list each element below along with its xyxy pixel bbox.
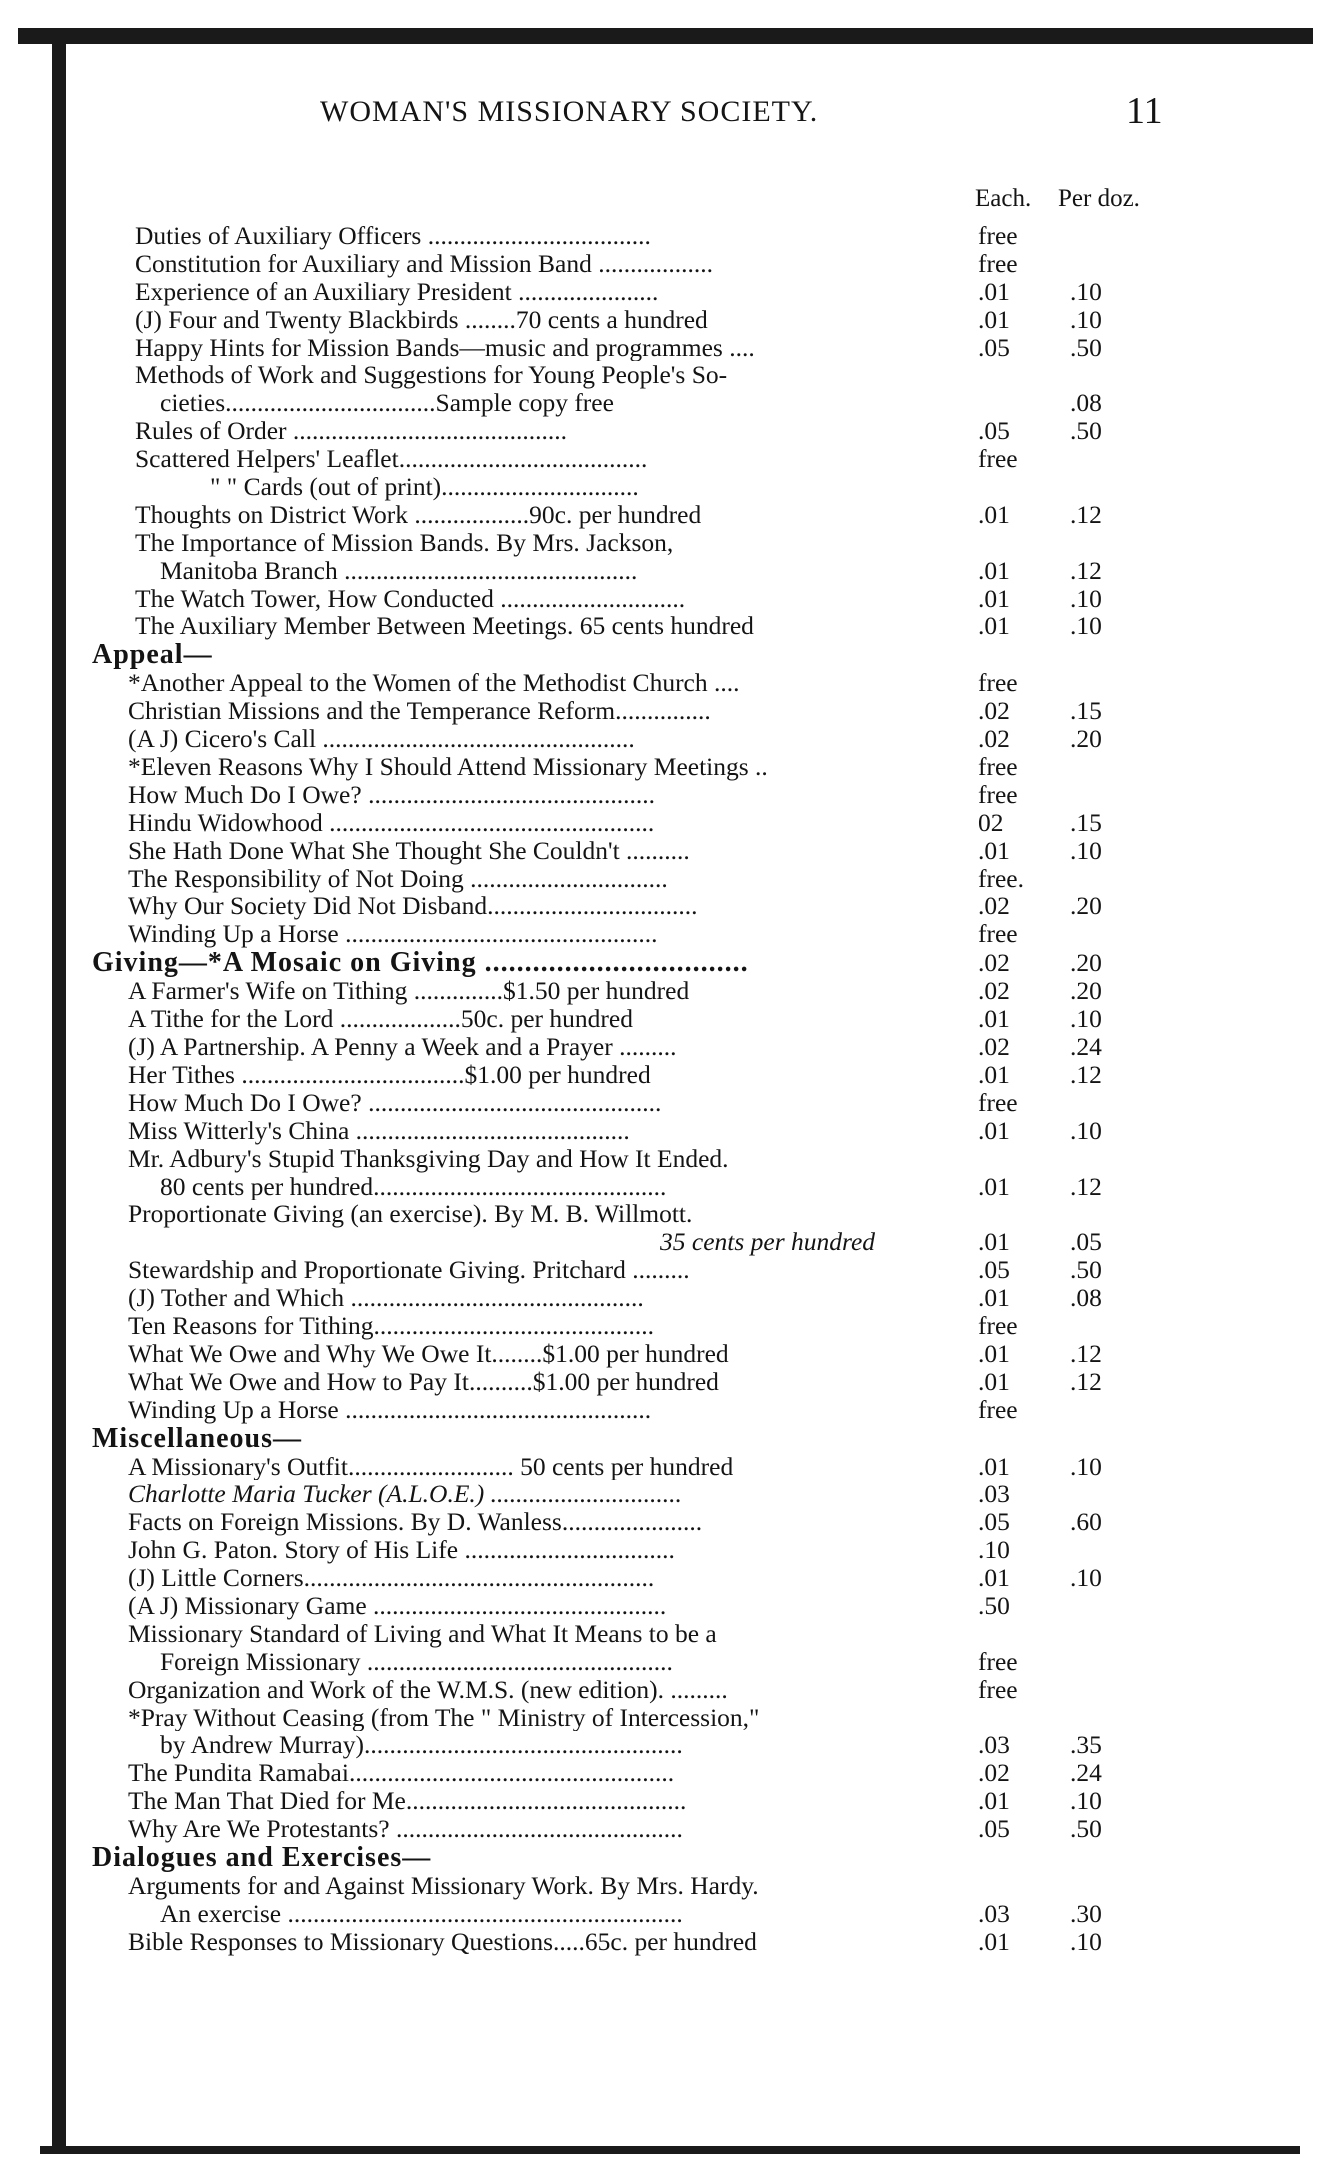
price-per-doz: .10 xyxy=(1070,1115,1102,1145)
item-title: A Farmer's Wife on Tithing ..............$1.50 per hundred xyxy=(128,977,690,1006)
price-per-doz: .12 xyxy=(1070,1338,1102,1368)
bottom-border-rule xyxy=(40,2146,1300,2154)
item-title: Experience of an Auxiliary President ...................... xyxy=(135,277,659,306)
price-each: .02 xyxy=(978,976,1010,1006)
price-per-doz: .20 xyxy=(1070,976,1102,1006)
price-per-doz: .50 xyxy=(1070,416,1102,446)
item-title: Scattered Helpers' Leaflet....................................... xyxy=(135,445,648,474)
price-list xyxy=(0,222,1327,1956)
price-per-doz: .50 xyxy=(1070,1255,1102,1285)
item-title: Facts on Foreign Missions. By D. Wanless...................... xyxy=(128,1508,703,1537)
item-title: Why Our Society Did Not Disband................................. xyxy=(128,892,698,921)
item-title: John G. Paton. Story of His Life ................................. xyxy=(128,1536,675,1565)
item-title: The Importance of Mission Bands. By Mrs. Jackson, xyxy=(135,528,674,557)
item-title: Rules of Order ........................................... xyxy=(135,417,568,446)
item-title: Bible Responses to Missionary Questions.....65c. per hundred xyxy=(128,1927,757,1956)
price-each: .02 xyxy=(978,696,1010,726)
item-title: *Eleven Reasons Why I Should Attend Missionary Meetings .. xyxy=(128,753,768,781)
item-title: The Pundita Ramabai................................................... xyxy=(128,1759,675,1788)
item-title: What We Owe and How to Pay It..........$1.00 per hundred xyxy=(128,1367,719,1396)
list-item xyxy=(0,1815,1327,1843)
list-item xyxy=(0,585,1327,613)
list-item xyxy=(0,250,1327,278)
list-item xyxy=(0,1089,1327,1117)
item-title: What We Owe and Why We Owe It........$1.00 per hundred xyxy=(128,1339,729,1368)
item-title: A Tithe for the Lord ...................50c. per hundred xyxy=(128,1005,633,1034)
list-item xyxy=(0,865,1327,893)
price-each: .02 xyxy=(978,1758,1010,1788)
list-item xyxy=(0,557,1327,585)
price-per-doz: .10 xyxy=(1070,1786,1102,1816)
list-item xyxy=(0,1787,1327,1815)
item-title: Constitution for Auxiliary and Mission Band .................. xyxy=(135,249,713,278)
price-per-doz: .50 xyxy=(1070,332,1102,362)
price-per-doz: .24 xyxy=(1070,1032,1102,1062)
price-each: .01 xyxy=(978,611,1010,641)
list-item xyxy=(0,1145,1327,1173)
list-item xyxy=(0,781,1327,809)
list-item xyxy=(0,725,1327,753)
price-each: .01 xyxy=(978,1004,1010,1034)
list-item xyxy=(0,1033,1327,1061)
item-title: Methods of Work and Suggestions for Young People's So- xyxy=(135,361,728,390)
item-title: Foreign Missionary ................................................ xyxy=(160,1647,673,1676)
section-heading xyxy=(0,1843,1327,1872)
price-each: free xyxy=(978,919,1018,949)
price-per-doz: .10 xyxy=(1070,276,1102,306)
price-each: 02 xyxy=(978,807,1004,837)
list-item xyxy=(0,1256,1327,1284)
price-per-doz: .05 xyxy=(1070,1227,1102,1257)
list-item xyxy=(0,1759,1327,1787)
item-title: Why Are We Protestants? ............................................. xyxy=(128,1815,683,1843)
price-each: free xyxy=(978,1394,1018,1424)
item-title: (J) Four and Twenty Blackbirds ........70 cents a hundred xyxy=(135,305,708,334)
list-item xyxy=(0,473,1327,501)
list-item xyxy=(0,1453,1327,1481)
item-title: Miss Witterly's China ........................................... xyxy=(128,1116,630,1145)
price-each: .01 xyxy=(978,499,1010,529)
price-each: .01 xyxy=(978,1451,1010,1481)
list-item xyxy=(0,1061,1327,1089)
price-each: free xyxy=(978,1646,1018,1676)
price-each: .01 xyxy=(978,583,1010,613)
section-heading-text: Dialogues and Exercises— xyxy=(92,1841,432,1873)
item-title: The Auxiliary Member Between Meetings. 65 cents hundred xyxy=(135,612,754,641)
item-title: (A J) Cicero's Call ................................................. xyxy=(128,725,635,754)
price-per-doz: .12 xyxy=(1070,1366,1102,1396)
item-title: Missionary Standard of Living and What It Means to be a xyxy=(128,1619,717,1648)
price-each: .05 xyxy=(978,1814,1010,1844)
running-head xyxy=(0,90,1327,145)
price-per-doz: .12 xyxy=(1070,1059,1102,1089)
column-header-per-doz: Per doz. xyxy=(1058,185,1140,212)
price-each: free xyxy=(978,668,1018,698)
list-item xyxy=(0,222,1327,250)
list-item xyxy=(0,1900,1327,1928)
item-title: How Much Do I Owe? ............................................. xyxy=(128,780,655,809)
price-per-doz: .08 xyxy=(1070,388,1102,418)
price-per-doz: .12 xyxy=(1070,555,1102,585)
price-each: .01 xyxy=(978,276,1010,306)
list-item xyxy=(0,1368,1327,1396)
item-title: Hindu Widowhood ................................................... xyxy=(128,808,655,837)
list-item xyxy=(0,1620,1327,1648)
item-title: She Hath Done What She Thought She Couldn't .......... xyxy=(128,836,690,865)
list-item xyxy=(0,1312,1327,1340)
list-item xyxy=(0,1480,1327,1508)
list-item xyxy=(0,612,1327,640)
item-title: Duties of Auxiliary Officers ................................... xyxy=(135,222,651,250)
item-title: An exercise .............................................................. xyxy=(160,1899,683,1928)
item-title: (J) Little Corners....................................................... xyxy=(128,1564,655,1592)
item-title: (J) Tother and Which .............................................. xyxy=(128,1284,644,1312)
price-per-doz: .10 xyxy=(1070,611,1102,641)
list-item xyxy=(0,1173,1327,1201)
page-number: 11 xyxy=(1126,90,1163,132)
item-title: Happy Hints for Mission Bands—music and programmes .... xyxy=(135,333,755,362)
item-title: Proportionate Giving (an exercise). By M. B. Willmott. xyxy=(128,1200,693,1229)
list-item xyxy=(0,1592,1327,1620)
price-each: .01 xyxy=(978,835,1010,865)
price-each: .03 xyxy=(978,1479,1010,1509)
top-border-rule xyxy=(18,28,1313,44)
item-title: Thoughts on District Work ..................90c. per hundred xyxy=(135,500,702,529)
price-each: .01 xyxy=(978,1059,1010,1089)
item-title: The Responsibility of Not Doing ............................... xyxy=(128,864,668,893)
item-title: 80 cents per hundred.............................................. xyxy=(160,1172,667,1201)
item-title: A Missionary's Outfit.......................... 50 cents per hundred xyxy=(128,1452,734,1481)
list-item xyxy=(0,389,1327,417)
price-each: .10 xyxy=(978,1535,1010,1565)
price-each: .02 xyxy=(978,724,1010,754)
list-item xyxy=(0,837,1327,865)
price-each: free xyxy=(978,221,1018,250)
price-each: .01 xyxy=(978,1926,1010,1956)
list-item xyxy=(0,1005,1327,1033)
price-per-doz: .10 xyxy=(1070,1004,1102,1034)
price-per-doz: .10 xyxy=(1070,1451,1102,1481)
list-item xyxy=(0,809,1327,837)
item-title: Winding Up a Horse ................................................ xyxy=(128,1395,652,1424)
price-each: .03 xyxy=(978,1898,1010,1928)
item-title: *Another Appeal to the Women of the Methodist Church .... xyxy=(128,669,740,698)
price-per-doz: .20 xyxy=(1070,891,1102,921)
price-each: .01 xyxy=(978,1338,1010,1368)
list-item xyxy=(0,1536,1327,1564)
list-item xyxy=(0,1396,1327,1424)
price-each: free xyxy=(978,1087,1018,1117)
price-each: .01 xyxy=(978,1786,1010,1816)
section-heading xyxy=(0,948,1327,977)
list-item xyxy=(0,1872,1327,1900)
price-each: free xyxy=(978,248,1018,278)
item-title: Stewardship and Proportionate Giving. Pritchard ......... xyxy=(128,1256,690,1285)
price-per-doz: .24 xyxy=(1070,1758,1102,1788)
section-heading-text: Appeal— xyxy=(92,639,213,671)
item-title: (J) A Partnership. A Penny a Week and a Prayer ......... xyxy=(128,1033,677,1061)
price-each: .05 xyxy=(978,1255,1010,1285)
section-heading xyxy=(0,640,1327,669)
price-each: free xyxy=(978,1674,1018,1704)
item-title: 35 cents per hundred xyxy=(660,1228,876,1257)
price-each: .01 xyxy=(978,555,1010,585)
price-each: .01 xyxy=(978,1563,1010,1593)
item-title: Charlotte Maria Tucker (A.L.O.E.) .............................. xyxy=(128,1480,682,1509)
list-item xyxy=(0,445,1327,473)
price-per-doz: .35 xyxy=(1070,1730,1102,1760)
item-title: Winding Up a Horse ................................................. xyxy=(128,920,658,949)
list-item xyxy=(0,977,1327,1005)
price-per-doz: .10 xyxy=(1070,835,1102,865)
list-item xyxy=(0,1676,1327,1704)
list-item xyxy=(0,920,1327,948)
item-title: (A J) Missionary Game .............................................. xyxy=(128,1591,667,1620)
price-each: .01 xyxy=(978,1283,1010,1313)
price-each: .01 xyxy=(978,1366,1010,1396)
price-each: .50 xyxy=(978,1590,1010,1620)
list-item xyxy=(0,1117,1327,1145)
price-per-doz: .10 xyxy=(1070,583,1102,613)
price-each: .01 xyxy=(978,1115,1010,1145)
price-per-doz: .30 xyxy=(1070,1898,1102,1928)
section-heading xyxy=(0,1424,1327,1453)
list-item xyxy=(0,753,1327,781)
list-item xyxy=(0,1340,1327,1368)
column-headers xyxy=(0,185,1327,215)
list-item xyxy=(0,278,1327,306)
section-heading-text: Miscellaneous— xyxy=(92,1422,302,1454)
list-item xyxy=(0,669,1327,697)
item-title: The Watch Tower, How Conducted ............................. xyxy=(135,584,686,613)
price-each: .05 xyxy=(978,332,1010,362)
list-item xyxy=(0,501,1327,529)
section-heading-text: Giving—*A Mosaic on Giving ................................. xyxy=(92,947,749,979)
list-item xyxy=(0,1508,1327,1536)
list-item xyxy=(0,892,1327,920)
item-title: Manitoba Branch .............................................. xyxy=(160,556,638,585)
price-each: .03 xyxy=(978,1730,1010,1760)
item-title: Organization and Work of the W.M.S. (new edition). ......... xyxy=(128,1675,728,1704)
list-item xyxy=(0,1928,1327,1956)
item-title: " " Cards (out of print)............................... xyxy=(210,473,639,501)
item-title: The Man That Died for Me............................................ xyxy=(128,1787,687,1816)
price-per-doz: .10 xyxy=(1070,1926,1102,1956)
price-each: free xyxy=(978,1310,1018,1340)
item-title: cieties.................................Sample copy free xyxy=(160,389,614,418)
item-title: Mr. Adbury's Stupid Thanksgiving Day and How It Ended. xyxy=(128,1144,729,1173)
list-item xyxy=(0,1284,1327,1312)
price-per-doz: .08 xyxy=(1070,1283,1102,1313)
list-item xyxy=(0,1564,1327,1592)
price-per-doz: .12 xyxy=(1070,1171,1102,1201)
page-title: WOMAN'S MISSIONARY SOCIETY. xyxy=(320,95,819,128)
price-per-doz: .15 xyxy=(1070,807,1102,837)
item-title: Her Tithes ...................................$1.00 per hundred xyxy=(128,1060,651,1089)
price-each: .02 xyxy=(978,1032,1010,1062)
price-per-doz: .20 xyxy=(1070,724,1102,754)
item-title: How Much Do I Owe? .............................................. xyxy=(128,1088,662,1117)
item-title: Arguments for and Against Missionary Work. By Mrs. Hardy. xyxy=(128,1871,759,1900)
price-each: free xyxy=(978,752,1018,782)
list-item xyxy=(0,1704,1327,1732)
item-title: *Pray Without Ceasing (from The " Ministry of Intercession," xyxy=(128,1703,760,1732)
price-each: .01 xyxy=(978,304,1010,334)
list-item xyxy=(0,1648,1327,1676)
price-each: free xyxy=(978,444,1018,474)
item-title: by Andrew Murray).................................................. xyxy=(160,1731,683,1760)
price-per-doz: .20 xyxy=(1070,948,1102,978)
price-per-doz: .60 xyxy=(1070,1507,1102,1537)
list-item xyxy=(0,1228,1327,1256)
list-item xyxy=(0,417,1327,445)
list-item xyxy=(0,361,1327,389)
price-each: .01 xyxy=(978,1171,1010,1201)
item-title: Christian Missions and the Temperance Reform............... xyxy=(128,697,711,726)
price-each: .02 xyxy=(978,948,1010,978)
list-item xyxy=(0,529,1327,557)
price-each: free. xyxy=(978,863,1024,893)
item-title: Ten Reasons for Tithing............................................ xyxy=(128,1311,654,1340)
price-per-doz: .50 xyxy=(1070,1814,1102,1844)
list-item xyxy=(0,1731,1327,1759)
list-item xyxy=(0,306,1327,334)
price-each: .02 xyxy=(978,891,1010,921)
list-item xyxy=(0,697,1327,725)
list-item xyxy=(0,1200,1327,1228)
price-each: .05 xyxy=(978,1507,1010,1537)
price-each: free xyxy=(978,779,1018,809)
price-per-doz: .10 xyxy=(1070,1563,1102,1593)
list-item xyxy=(0,334,1327,362)
price-per-doz: .10 xyxy=(1070,304,1102,334)
price-per-doz: .15 xyxy=(1070,696,1102,726)
price-each: .05 xyxy=(978,416,1010,446)
price-per-doz: .12 xyxy=(1070,499,1102,529)
price-each: .01 xyxy=(978,1227,1010,1257)
column-header-each: Each. xyxy=(975,185,1032,212)
